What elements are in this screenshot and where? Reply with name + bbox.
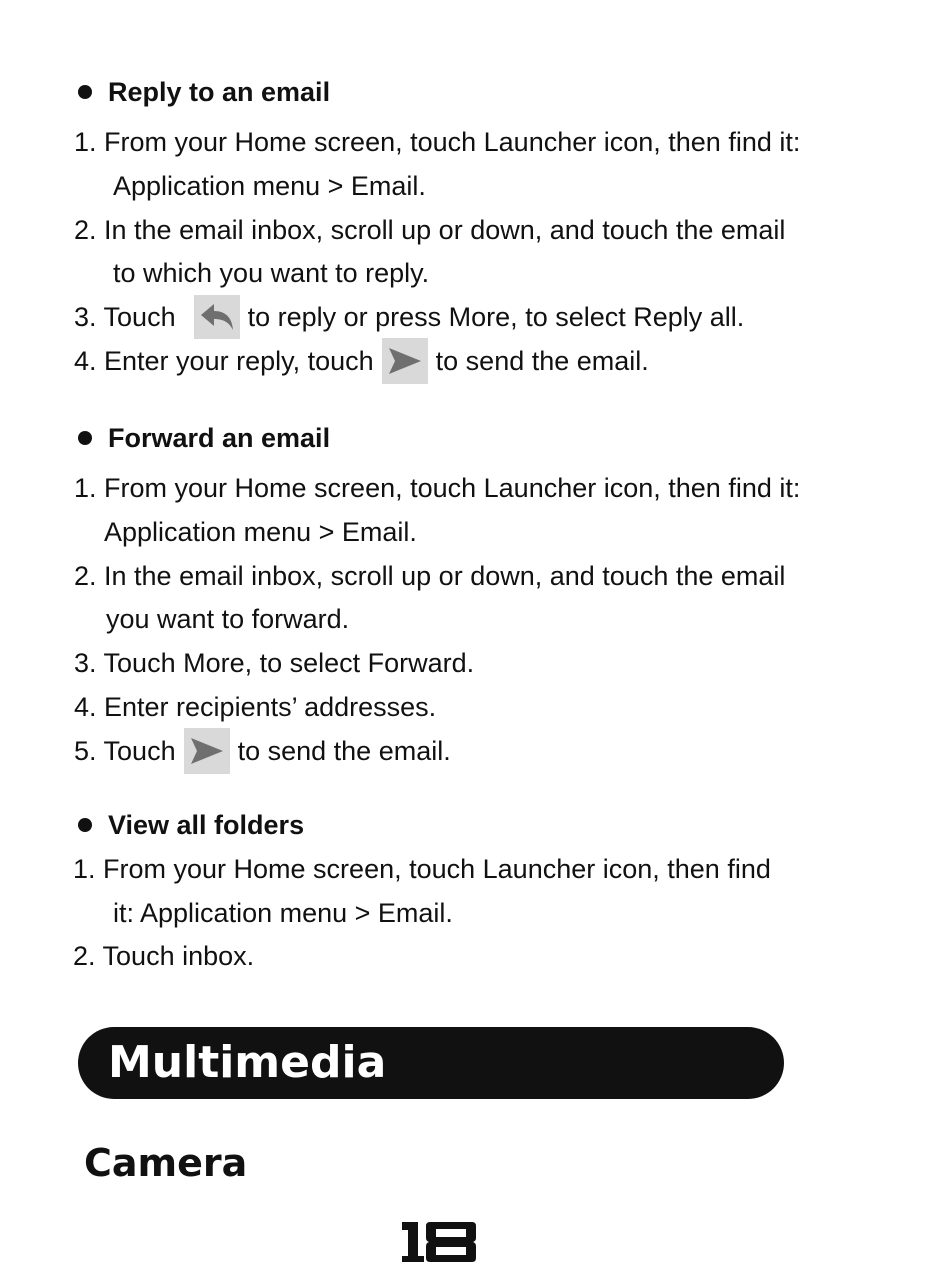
section-heading-reply [78, 75, 330, 109]
step-text: 1. From your Home screen, touch Launcher icon, then find it: [74, 127, 801, 157]
page-number-graphic [400, 1218, 478, 1264]
heading-text: View all folders [108, 810, 305, 840]
step-text: Application menu > Email. [104, 517, 417, 547]
step-line [74, 344, 649, 378]
step-line [74, 559, 785, 593]
step-text: 2. Touch inbox. [73, 941, 255, 971]
step-text: 2. In the email inbox, scroll up or down, and touch the email [74, 215, 786, 245]
step-line [113, 169, 426, 203]
section-heading-folders [78, 808, 304, 842]
step-text: 2. In the email inbox, scroll up or down, and touch the email [74, 561, 786, 591]
step-text: 5. Touch [74, 736, 176, 766]
step-text: to send the email. [237, 736, 451, 766]
send-icon [184, 728, 230, 774]
step-line [74, 646, 474, 680]
heading-text: Forward an email [108, 423, 331, 453]
step-line [74, 734, 451, 768]
send-icon [382, 338, 428, 384]
step-line [74, 471, 800, 505]
step-text: 4. Enter your reply, touch [74, 346, 374, 376]
bullet-icon [78, 85, 92, 99]
step-line [73, 939, 254, 973]
step-text: to send the email. [435, 346, 649, 376]
step-text: 4. Enter recipients’ addresses. [74, 692, 437, 722]
step-line [113, 256, 429, 290]
step-line [74, 213, 785, 247]
page-number [400, 1218, 478, 1264]
step-line [106, 602, 349, 636]
step-text: 3. Touch More, to select Forward. [74, 648, 475, 678]
step-line [74, 690, 436, 724]
step-line [73, 852, 771, 886]
bullet-icon [78, 818, 92, 832]
step-text: to reply or press More, to select Reply all. [247, 302, 745, 332]
step-line [113, 896, 453, 930]
banner-title: Multimedia [108, 1037, 387, 1088]
step-text: it: Application menu > Email. [113, 898, 453, 928]
step-text: 3. Touch [74, 302, 176, 332]
step-text: 1. From your Home screen, touch Launcher icon, then find [73, 854, 771, 884]
section-banner [78, 1027, 784, 1099]
step-line [74, 300, 744, 334]
step-line [104, 515, 417, 549]
step-line [74, 125, 800, 159]
subheading-camera: Camera [84, 1141, 248, 1185]
section-heading-forward [78, 421, 330, 455]
bullet-icon [78, 431, 92, 445]
step-text: 1. From your Home screen, touch Launcher icon, then find it: [74, 473, 801, 503]
reply-icon [194, 295, 240, 339]
step-text: you want to forward. [106, 604, 350, 634]
step-text: to which you want to reply. [113, 258, 430, 288]
heading-text: Reply to an email [108, 77, 331, 107]
step-text: Application menu > Email. [113, 171, 426, 201]
